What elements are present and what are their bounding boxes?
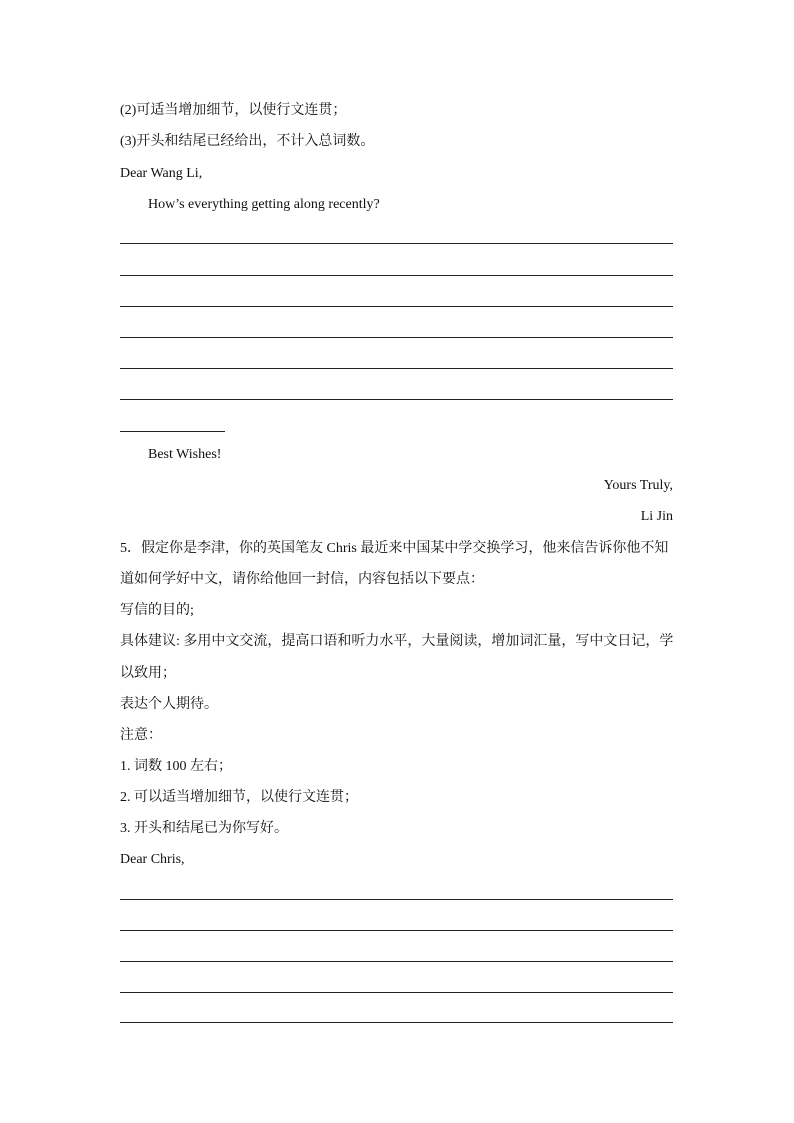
q5-notes-title: 注意：	[120, 728, 162, 743]
q4-opening-sentence: How’s everything getting along recently?	[148, 197, 380, 212]
q5-writing-line[interactable]	[120, 899, 673, 900]
q4-note-3: (3)开头和结尾已经给出，不计入总词数。	[120, 134, 375, 149]
q4-writing-line[interactable]	[120, 275, 673, 276]
q4-note-2: (2)可适当增加细节，以使行文连贯；	[120, 103, 347, 118]
q5-writing-line[interactable]	[120, 992, 673, 993]
q5-point-suggestions-cont: 以致用；	[120, 666, 176, 681]
q5-point-expectation: 表达个人期待。	[120, 697, 218, 712]
q5-note-1: 1. 词数 100 左右；	[120, 759, 232, 774]
q5-point-purpose: 写信的目的;	[120, 603, 194, 618]
q5-note-2: 2. 可以适当增加细节，以使行文连贯；	[120, 790, 358, 805]
q4-writing-line[interactable]	[120, 306, 673, 307]
q4-writing-line[interactable]	[120, 399, 673, 400]
q4-salutation: Dear Wang Li,	[120, 166, 203, 181]
q5-writing-line[interactable]	[120, 961, 673, 962]
q4-writing-line[interactable]	[120, 243, 673, 244]
q5-prompt-line-1: 5．假定你是李津，你的英国笔友 Chris 最近来中国某中学交换学习，他来信告诉你他不知	[120, 541, 669, 556]
q4-writing-line[interactable]	[120, 337, 673, 338]
q4-writing-line[interactable]	[120, 368, 673, 369]
q4-signature: Li Jin	[640, 509, 673, 524]
q5-prompt-line-2: 道如何学好中文，请你给他回一封信，内容包括以下要点：	[120, 572, 484, 587]
q5-writing-line[interactable]	[120, 930, 673, 931]
q4-closing: Best Wishes!	[148, 447, 222, 462]
q5-point-suggestions: 具体建议: 多用中文交流，提高口语和听力水平，大量阅读，增加词汇量，写中文日记，学	[120, 634, 674, 649]
q4-sign-off: Yours Truly,	[603, 478, 673, 493]
q4-writing-line-short[interactable]	[120, 431, 225, 432]
q5-note-3: 3. 开头和结尾已为你写好。	[120, 821, 288, 836]
q5-writing-line[interactable]	[120, 1022, 673, 1023]
q5-salutation: Dear Chris,	[120, 852, 185, 867]
